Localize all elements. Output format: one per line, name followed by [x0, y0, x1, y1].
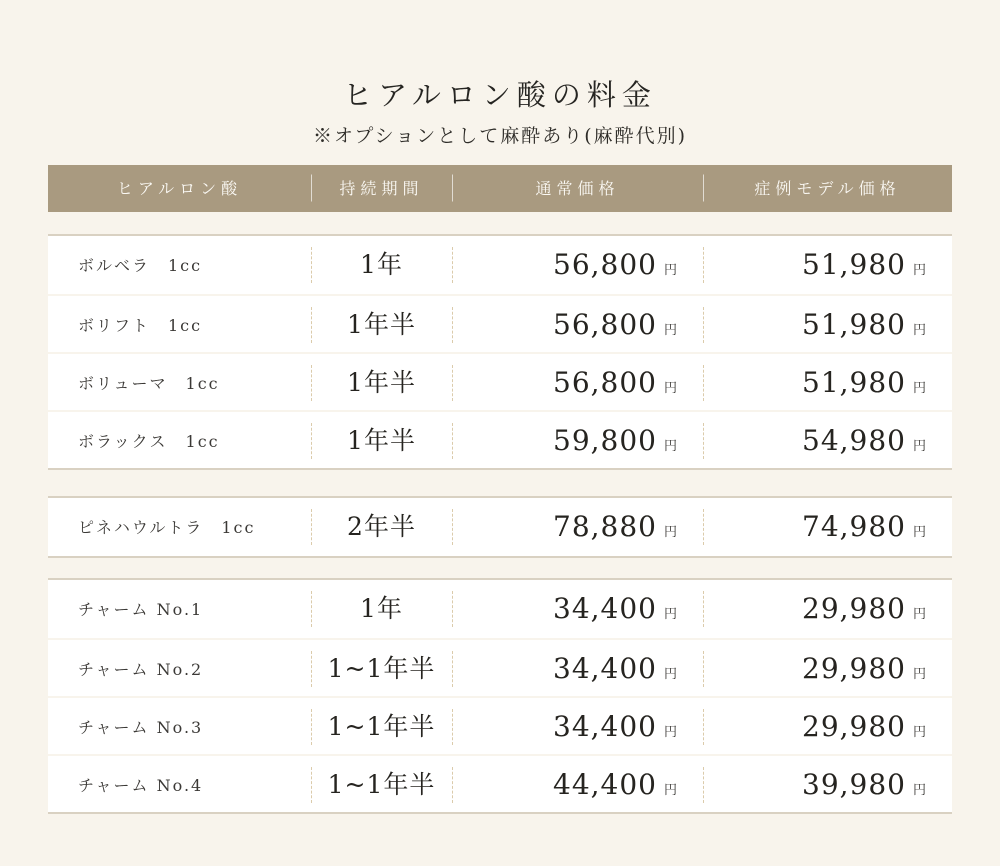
- price-amount: 74,980: [802, 509, 906, 543]
- price-amount: 29,980: [802, 591, 906, 625]
- duration-value: 2年半: [311, 498, 452, 556]
- model-price: [703, 498, 952, 556]
- model-price: [703, 354, 952, 412]
- duration-value: 1~1年半: [311, 756, 452, 814]
- yen-suffix: 円: [663, 606, 677, 622]
- table-row: [48, 410, 952, 468]
- duration-value: 1~1年半: [311, 640, 452, 698]
- product-group-volbella-family: [48, 234, 952, 470]
- regular-price: [452, 354, 703, 412]
- yen-suffix: 円: [912, 380, 926, 396]
- product-group-ultra: [48, 496, 952, 558]
- model-price: [703, 580, 952, 638]
- price-amount: 59,800: [553, 423, 657, 457]
- yen-suffix: 円: [663, 322, 677, 338]
- yen-suffix: 円: [912, 438, 926, 454]
- table-row: [48, 294, 952, 352]
- table-header-row: [48, 165, 952, 212]
- price-table: [48, 165, 952, 814]
- yen-suffix: 円: [663, 666, 677, 682]
- yen-suffix: 円: [663, 262, 677, 278]
- product-name: ボリューマ 1cc: [78, 374, 220, 394]
- product-name: ボリフト 1cc: [78, 316, 203, 336]
- product-name: ボルベラ 1cc: [78, 256, 203, 276]
- regular-price: [452, 640, 703, 698]
- table-row: [48, 638, 952, 696]
- price-amount: 51,980: [802, 247, 906, 281]
- price-amount: 39,980: [802, 767, 906, 801]
- regular-price: [452, 498, 703, 556]
- yen-suffix: 円: [912, 606, 926, 622]
- regular-price: [452, 412, 703, 470]
- yen-suffix: 円: [663, 438, 677, 454]
- yen-suffix: 円: [663, 524, 677, 540]
- header-product: ヒアルロン酸: [116, 178, 243, 198]
- regular-price: [452, 698, 703, 756]
- price-amount: 51,980: [802, 307, 906, 341]
- yen-suffix: 円: [663, 782, 677, 798]
- yen-suffix: 円: [912, 666, 926, 682]
- duration-value: 1年半: [311, 296, 452, 354]
- yen-suffix: 円: [912, 724, 926, 740]
- duration-value: 1~1年半: [311, 698, 452, 756]
- price-amount: 51,980: [802, 365, 906, 399]
- model-price: [703, 640, 952, 698]
- yen-suffix: 円: [912, 322, 926, 338]
- product-name: チャーム No.2: [78, 660, 204, 680]
- product-name: ピネハウルトラ 1cc: [78, 518, 256, 538]
- regular-price: [452, 296, 703, 354]
- yen-suffix: 円: [912, 262, 926, 278]
- price-amount: 34,400: [553, 591, 657, 625]
- regular-price: [452, 580, 703, 638]
- product-name: ボラックス 1cc: [78, 432, 220, 452]
- table-row: [48, 696, 952, 754]
- duration-value: 1年: [311, 236, 452, 294]
- product-name: チャーム No.1: [78, 600, 204, 620]
- price-amount: 54,980: [802, 423, 906, 457]
- model-price: [703, 236, 952, 294]
- price-amount: 78,880: [553, 509, 657, 543]
- page-title: ヒアルロン酸の料金: [343, 78, 657, 112]
- regular-price: [452, 756, 703, 814]
- price-amount: 56,800: [553, 307, 657, 341]
- header-model-price: 症例モデル価格: [703, 165, 952, 212]
- model-price: [703, 756, 952, 814]
- duration-value: 1年: [311, 580, 452, 638]
- price-amount: 29,980: [802, 709, 906, 743]
- price-amount: 44,400: [553, 767, 657, 801]
- product-name: チャーム No.4: [78, 776, 204, 796]
- table-row: [48, 754, 952, 812]
- regular-price: [452, 236, 703, 294]
- duration-value: 1年半: [311, 354, 452, 412]
- model-price: [703, 698, 952, 756]
- table-row: [48, 352, 952, 410]
- product-group-charm: [48, 578, 952, 814]
- price-amount: 56,800: [553, 247, 657, 281]
- anesthesia-note: ※オプションとして麻酔あり(麻酔代別): [312, 124, 688, 147]
- table-row: [48, 236, 952, 294]
- table-row: [48, 580, 952, 638]
- yen-suffix: 円: [912, 524, 926, 540]
- price-amount: 34,400: [553, 709, 657, 743]
- yen-suffix: 円: [663, 380, 677, 396]
- header-regular-price: 通常価格: [452, 165, 703, 212]
- yen-suffix: 円: [912, 782, 926, 798]
- product-name: チャーム No.3: [78, 718, 204, 738]
- model-price: [703, 296, 952, 354]
- table-row: [48, 498, 952, 556]
- duration-value: 1年半: [311, 412, 452, 470]
- header-duration: 持続期間: [311, 165, 452, 212]
- price-amount: 34,400: [553, 651, 657, 685]
- model-price: [703, 412, 952, 470]
- price-amount: 29,980: [802, 651, 906, 685]
- price-amount: 56,800: [553, 365, 657, 399]
- yen-suffix: 円: [663, 724, 677, 740]
